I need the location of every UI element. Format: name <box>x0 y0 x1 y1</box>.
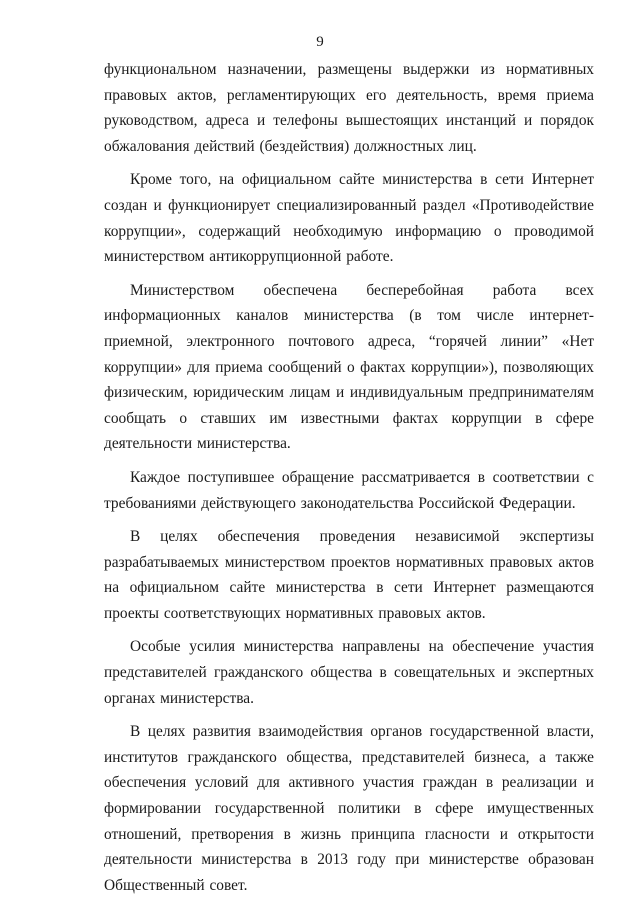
paragraph-appeals-review: Каждое поступившее обращение рассматривается в соответствии с требованиями действующего законодательства Российской Федерации. <box>104 468 594 512</box>
paragraph-civil-society-participation: Особые усилия министерства направлены на обеспечение участия представителей гражданского общества в совещательных и экспертных органах министерства. <box>104 638 594 707</box>
paragraph-public-council: В целях развития взаимодействия органов государственной власти, институтов гражданского общества, представителей бизнеса, а также обеспечения условий для активного участия граждан в реализации и формировании государственной политики в сфере имущественных отношений, претворения в жизнь принципа гласности и открытости деятельности министерства в 2013 году при министерстве образован Общественный совет. <box>104 723 594 894</box>
page-number: 9 <box>316 34 324 50</box>
paragraph-independent-expertise: В целях обеспечения проведения независимой экспертизы разрабатываемых министерством проектов нормативных правовых актов на официальном сайте министерства в сети Интернет размещаются проекты соответствующих нормативных правовых актов. <box>104 528 594 622</box>
paragraph-information-channels: Министерством обеспечена бесперебойная работа всех информационных каналов министерства (в том числе интернет-приемной, электронного почтового адреса, “горячей линии” «Нет коррупции» для приема сообщений о фактах коррупции»), позволяющих физическим, юридическим лицам и индивидуальным предпринимателям сообщать о ставших им известными фактах коррупции в сфере деятельности министерства. <box>104 281 594 453</box>
paragraph-service-info: функциональном назначении, размещены выдержки из нормативных правовых актов, регламентирующих его деятельность, время приема руководством, адреса и телефоны вышестоящих инстанций и порядок обжалования действий (бездействия) должностных лиц. <box>104 61 594 155</box>
paragraph-anticorruption-section: Кроме того, на официальном сайте министерства в сети Интернет создан и функционирует специализированный раздел «Противодействие коррупции», содержащий необходимую информацию о проводимой министерством антикоррупционной работе. <box>104 171 594 266</box>
document-body <box>104 57 594 906</box>
